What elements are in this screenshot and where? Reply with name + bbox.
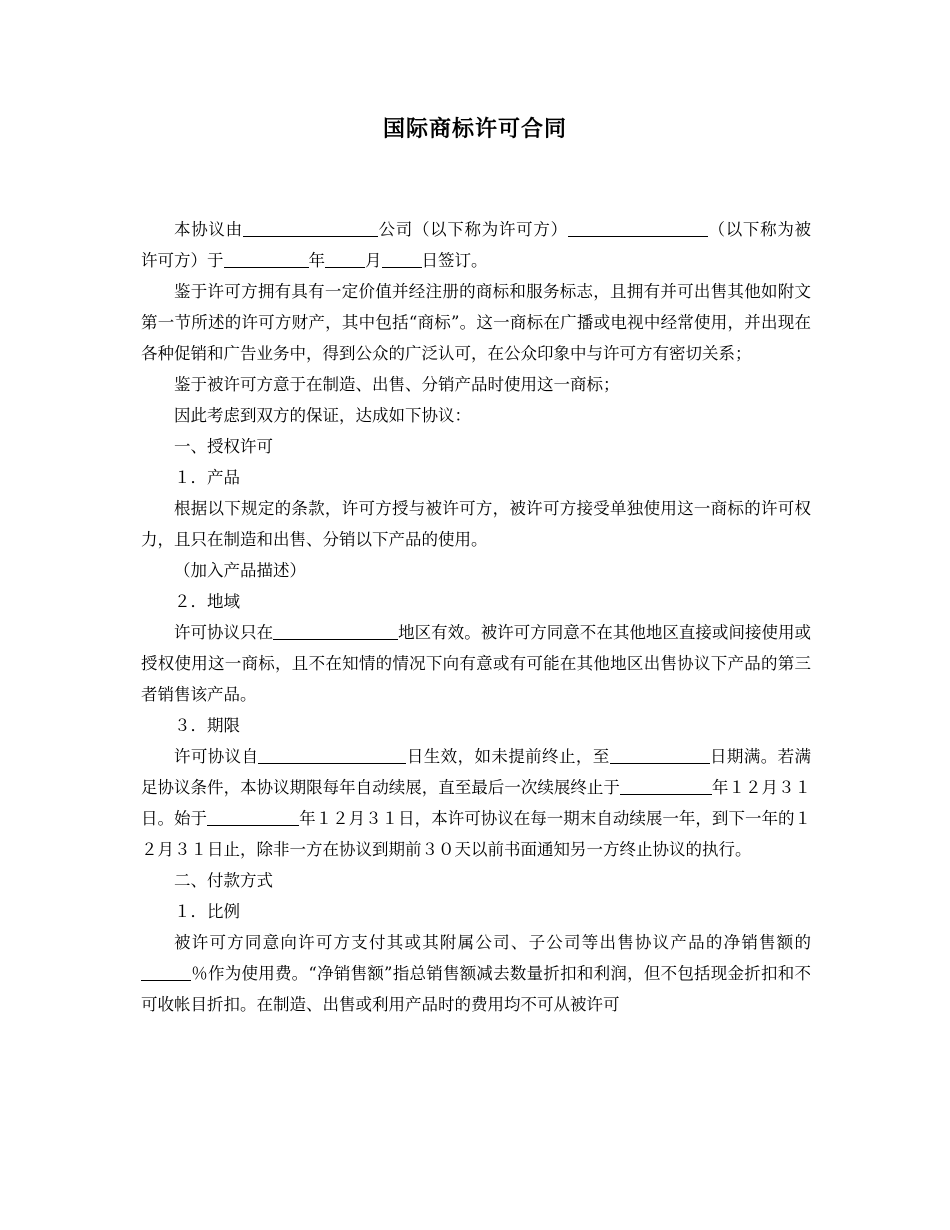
fill-in-blank[interactable] xyxy=(568,220,708,238)
paragraph-text: 鉴于许可方拥有具有一定价值并经注册的商标和服务标志，且拥有并可出售其他如附文第一节所述的许可方财产，其中包括“商标”。这一商标在广播或电视中经常使用，并出现在各种促销和广告业务中，得到公众的广泛认可，在公众印象中与许可方有密切关系； xyxy=(141,282,811,363)
paragraph-therefore xyxy=(141,400,811,431)
paragraph-text: １．产品 xyxy=(174,468,240,487)
paragraph-s1-item-1-heading xyxy=(141,462,811,493)
paragraph-text: 因此考虑到双方的保证，达成如下协议： xyxy=(174,406,471,425)
document-title: 国际商标许可合同 xyxy=(382,117,567,142)
fill-in-blank[interactable] xyxy=(382,251,422,269)
paragraph-s2-item-1-heading xyxy=(141,896,811,927)
paragraph-text: 公司（以下称为许可方） xyxy=(377,220,568,239)
paragraph-text: 日期满。若满足协议条件，本协议期限每年自动续展，直至最后一次续展终止于 xyxy=(141,747,812,797)
paragraph-text: ％作为使用费。“净销售额”指总销售额减去数量折扣和利润，但不包括现金折扣和不可收帐目折扣。在制造、出售或利用产品时的费用均不可从被许可 xyxy=(141,964,811,1014)
fill-in-blank[interactable] xyxy=(224,251,309,269)
paragraph-text: 年 xyxy=(308,251,325,270)
paragraph-s1-item-3-body xyxy=(141,741,811,865)
paragraph-text: 鉴于被许可方意于在制造、出售、分销产品时使用这一商标； xyxy=(174,375,620,394)
document-body xyxy=(141,214,811,1020)
paragraph-s1-item-2-heading xyxy=(141,586,811,617)
paragraph-section-2-heading xyxy=(141,865,811,896)
fill-in-blank[interactable] xyxy=(610,747,710,765)
paragraph-text: 许可协议自 xyxy=(174,747,259,766)
paragraph-text: 月 xyxy=(365,251,382,270)
fill-in-blank[interactable] xyxy=(620,778,712,796)
paragraph-text: 本协议由 xyxy=(174,220,243,239)
paragraph-whereas-1 xyxy=(141,276,811,369)
paragraph-text: （以下称为被许可方）于 xyxy=(141,220,812,270)
paragraph-text: 许可协议只在 xyxy=(174,623,274,642)
paragraph-s1-item-2-body xyxy=(141,617,811,710)
paragraph-s1-item-1-body xyxy=(141,493,811,555)
paragraph-text: 被许可方同意向许可方支付其或其附属公司、子公司等出售协议产品的净销售额的 xyxy=(174,933,811,952)
fill-in-blank[interactable] xyxy=(141,964,191,982)
paragraph-text: 根据以下规定的条款，许可方授与被许可方，被许可方接受单独使用这一商标的许可权力，且只在制造和出售、分销以下产品的使用。 xyxy=(141,499,811,549)
paragraph-intro xyxy=(141,214,811,276)
paragraph-text: 地区有效。被许可方同意不在其他地区直接或间接使用或授权使用这一商标，且不在知情的情况下向有意或有可能在其他地区出售协议下产品的第三者销售该产品。 xyxy=(141,623,812,704)
paragraph-whereas-2 xyxy=(141,369,811,400)
paragraph-text: 年１２月３１日。始于 xyxy=(141,778,812,828)
fill-in-blank[interactable] xyxy=(243,220,378,238)
paragraph-s1-item-3-heading xyxy=(141,710,811,741)
fill-in-blank[interactable] xyxy=(258,747,406,765)
paragraph-text: 一、授权许可 xyxy=(174,437,273,456)
paragraph-text: （加入产品描述） xyxy=(174,561,306,580)
paragraph-text: 二、付款方式 xyxy=(174,871,273,890)
paragraph-s2-item-1-body xyxy=(141,927,811,1020)
paragraph-text: 日签订。 xyxy=(421,251,488,270)
paragraph-text: １．比例 xyxy=(174,902,240,921)
paragraph-section-1-heading xyxy=(141,431,811,462)
paragraph-text: 年１２月３１日，本许可协议在每一期末自动续展一年，到下一年的１２月３１日止，除非一方在协议到期前３０天以前书面通知另一方终止协议的执行。 xyxy=(141,809,812,859)
paragraph-text: ３．期限 xyxy=(174,716,240,735)
paragraph-text: 日生效，如未提前终止，至 xyxy=(406,747,610,766)
fill-in-blank[interactable] xyxy=(325,251,365,269)
fill-in-blank[interactable] xyxy=(273,623,398,641)
paragraph-text: ２．地域 xyxy=(174,592,240,611)
paragraph-s1-item-1-note xyxy=(141,555,811,586)
fill-in-blank[interactable] xyxy=(207,809,299,827)
